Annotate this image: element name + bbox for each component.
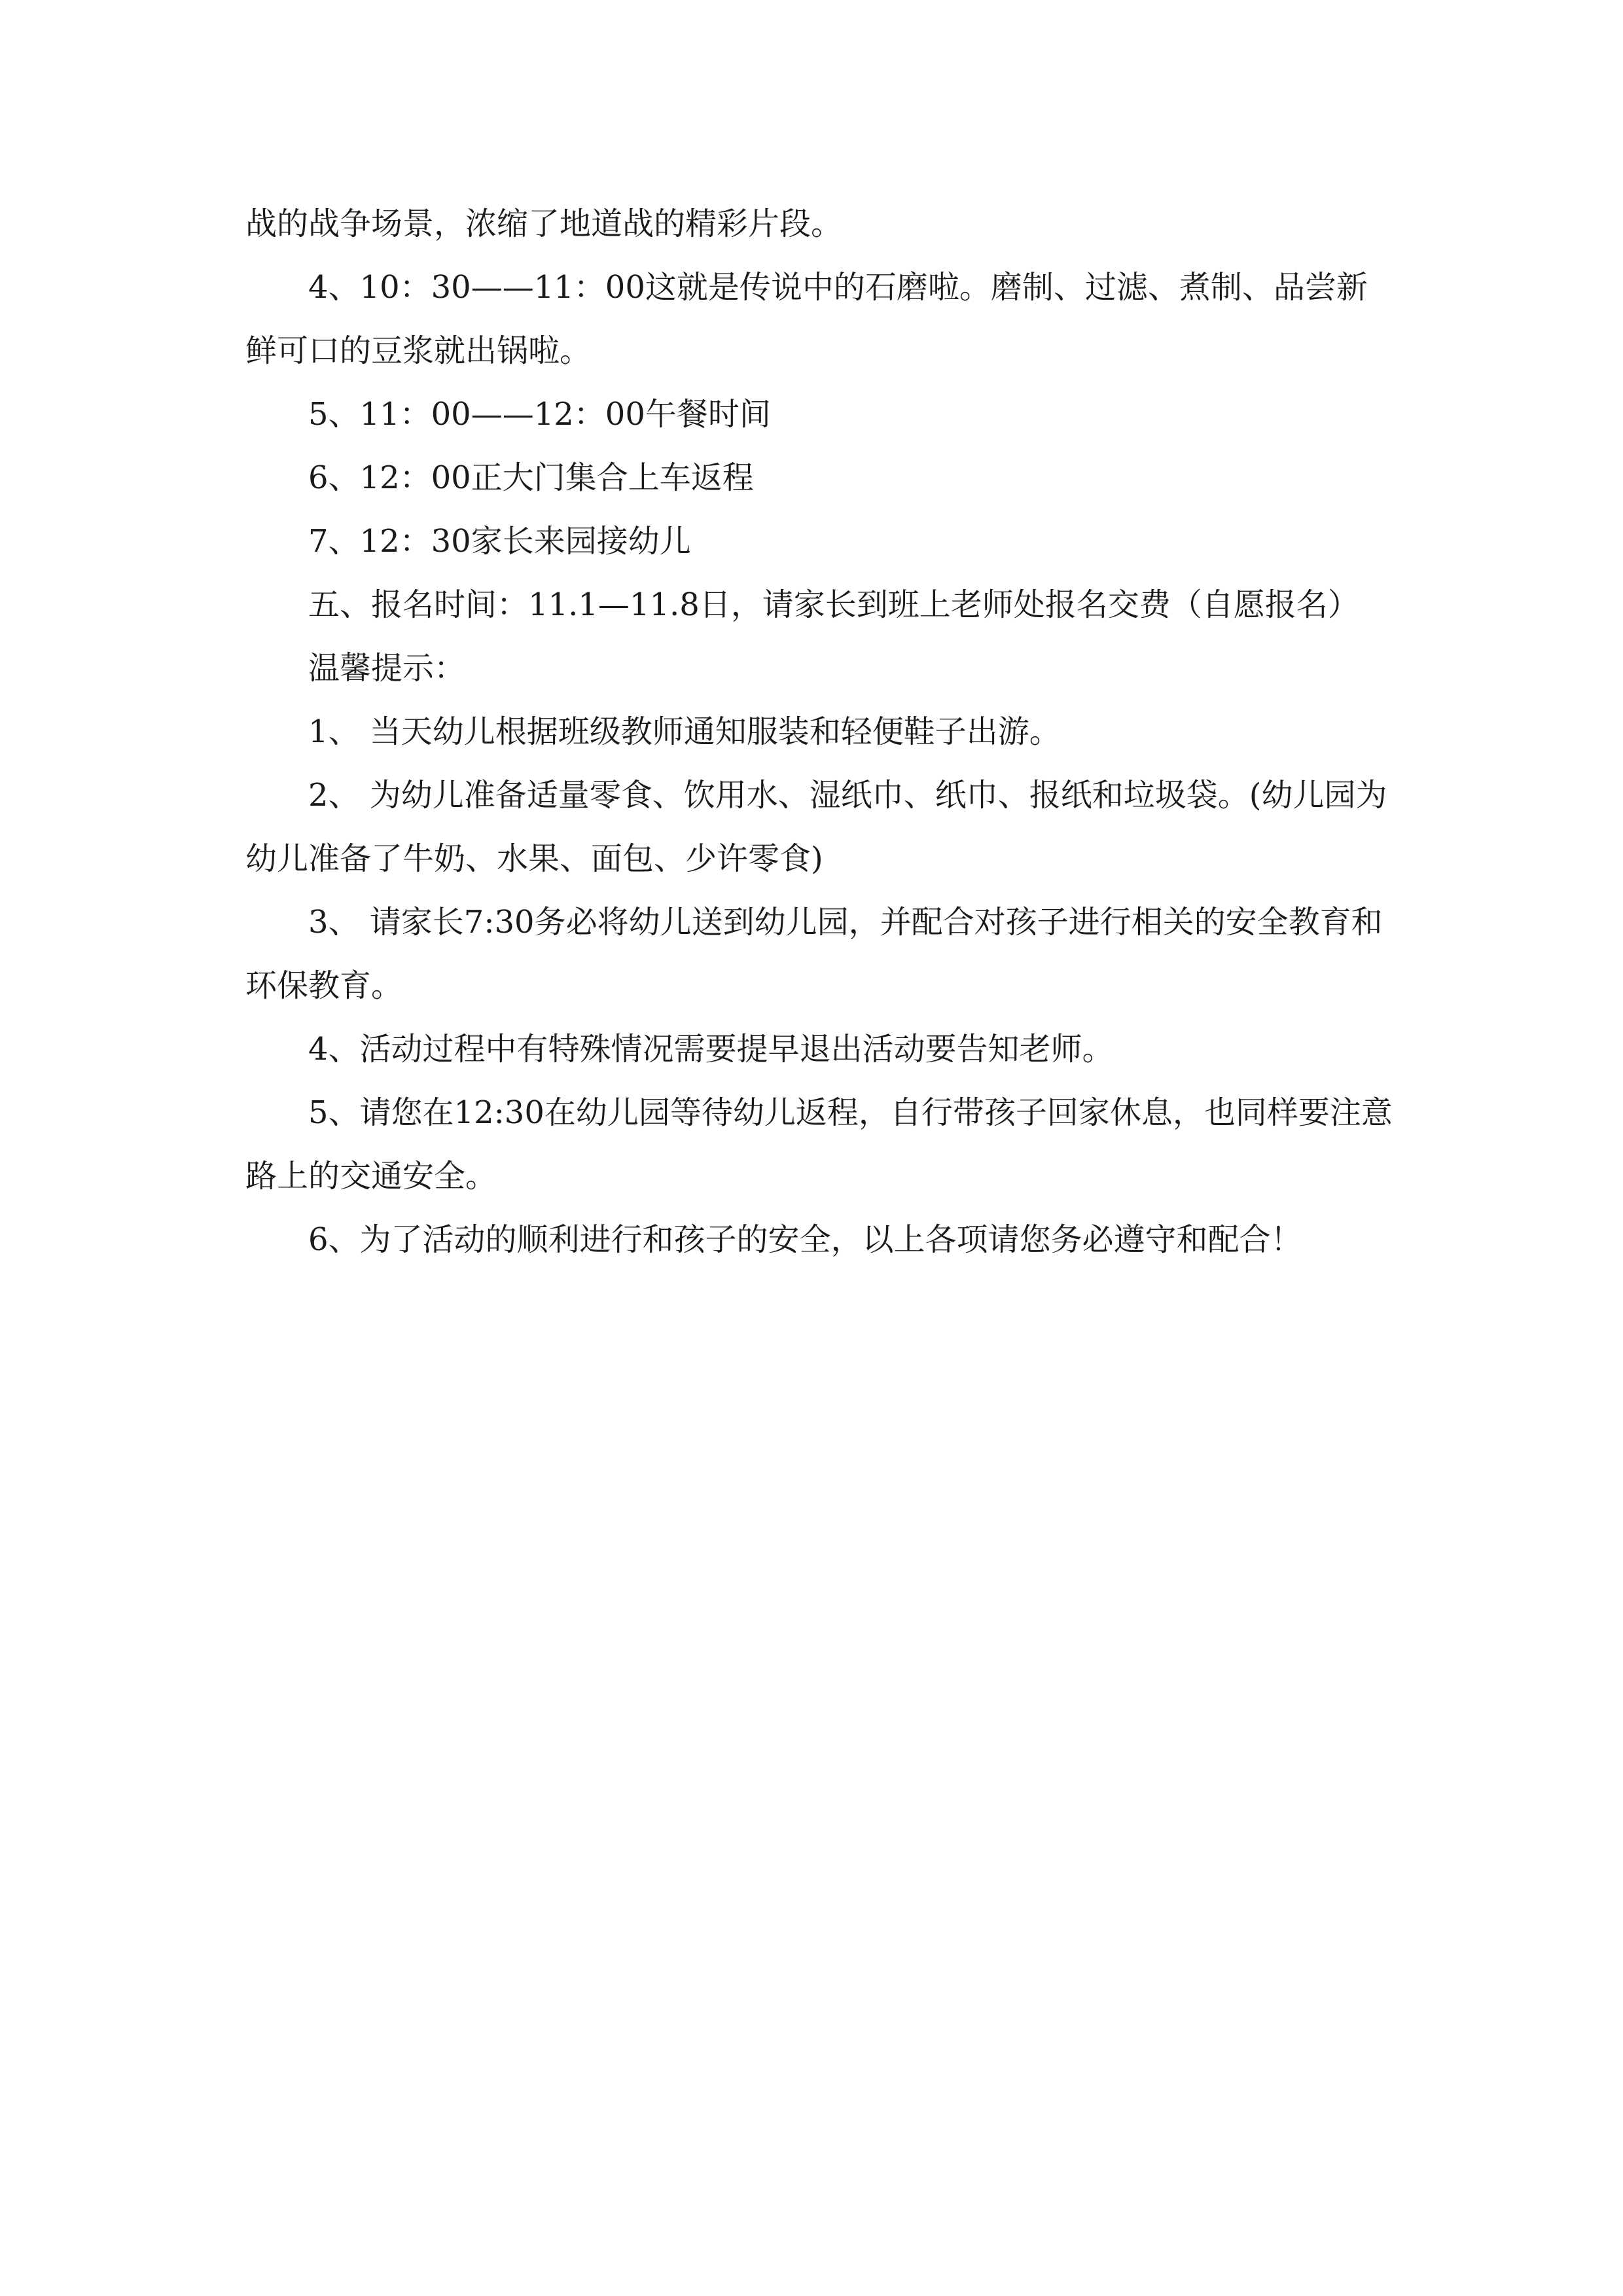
paragraph-tips-heading: 温馨提示： [308,650,466,687]
paragraph-tip-4: 4、活动过程中有特殊情况需要提早退出活动要告知老师。 [308,1031,1114,1067]
paragraph-tip-1: 1、 当天幼儿根据班级教师通知服装和轻便鞋子出游。 [308,713,1061,750]
paragraph-schedule-item-6: 6、12：00正大门集合上车返程 [308,459,754,496]
paragraph-tip-6: 6、为了活动的顺利进行和孩子的安全，以上各项请您务必遵守和配合！ [308,1221,1302,1258]
paragraph-registration-time: 五、报名时间：11.1—11.8日，请家长到班上老师处报名交费（自愿报名） [308,586,1359,623]
paragraph-tip-5: 5、请您在12:30在幼儿园等待幼儿返程，自行带孩子回家休息，也同样要注意路上的交通安全。 [245,1094,1393,1194]
paragraph-schedule-item-7: 7、12：30家长来园接幼儿 [308,523,691,560]
document-body [245,192,1397,1272]
paragraph-schedule-item-4: 4、10：30——11：00这就是传说中的石磨啦。磨制、过滤、煮制、品尝新鲜可口的豆浆就出锅啦。 [245,269,1368,369]
paragraph-scene-summary: 战的战争场景，浓缩了地道战的精彩片段。 [245,206,843,242]
paragraph-tip-2: 2、 为幼儿准备适量零食、饮用水、湿纸巾、纸巾、报纸和垃圾袋。(幼儿园为幼儿准备了牛奶、水果、面包、少许零食) [245,777,1387,877]
paragraph-tip-3: 3、 请家长7:30务必将幼儿送到幼儿园，并配合对孩子进行相关的安全教育和环保教育。 [245,904,1383,1004]
paragraph-schedule-item-5: 5、11：00——12：00午餐时间 [308,396,771,433]
